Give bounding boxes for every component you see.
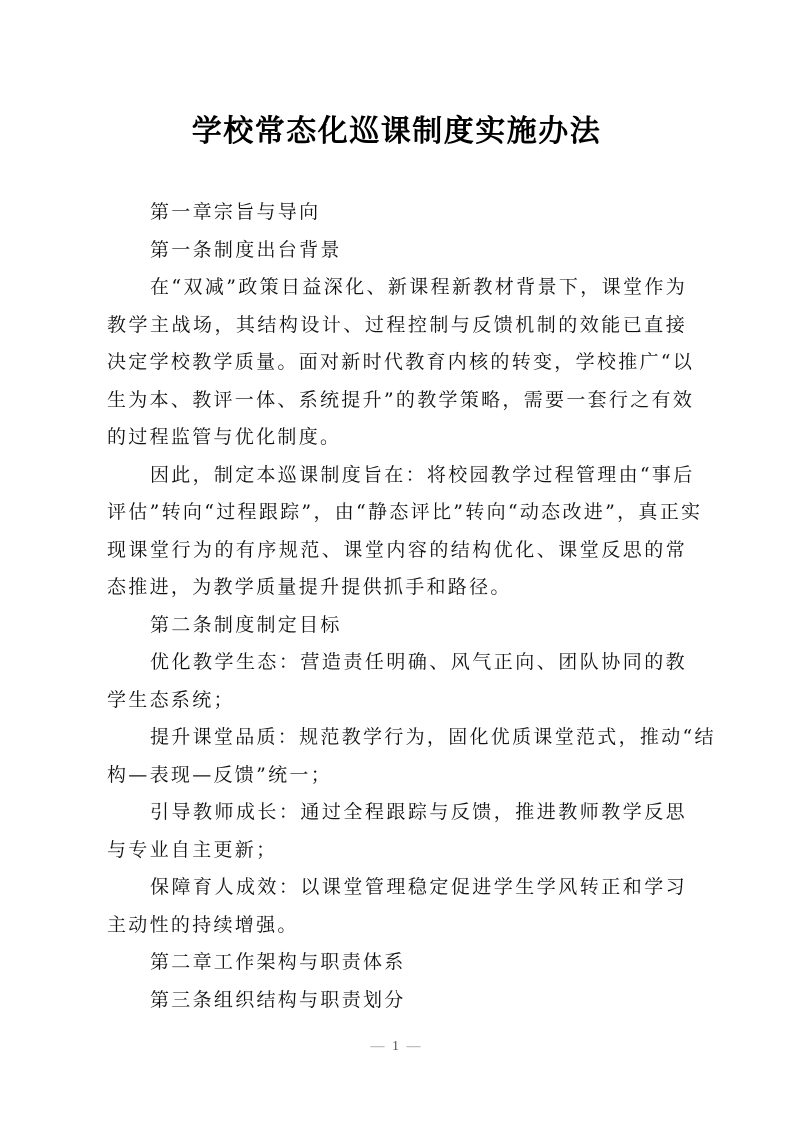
chapter-heading: 第一章宗旨与导向: [150, 201, 321, 223]
page-number-left-dash: —: [370, 1039, 387, 1054]
page-number-value: 1: [392, 1039, 401, 1054]
paragraph-line: 提升课堂品质：规范教学行为，固化优质课堂范式，推动“结: [150, 726, 716, 748]
paragraph-line: 优化教学生态：营造责任明确、风气正向、团队协同的教: [150, 651, 687, 673]
paragraph-line: 因此，制定本巡课制度旨在：将校园教学过程管理由“事后: [150, 463, 695, 486]
paragraph-line: 的过程监管与优化制度。: [107, 426, 342, 448]
paragraph-line: 学生态系统；: [107, 688, 235, 711]
paragraph-line: 在“双减”政策日益深化、新课程新教材背景下，课堂作为: [150, 276, 687, 298]
paragraph-line: 教学主战场，其结构设计、过程控制与反馈机制的效能已直接: [107, 313, 687, 336]
paragraph-line: 与专业自主更新；: [107, 838, 278, 861]
paragraph-line: 引导教师成长：通过全程跟踪与反馈，推进教师教学反思: [150, 801, 687, 823]
article-heading: 第一条制度出台背景: [150, 238, 342, 261]
page-number-right-dash: —: [406, 1039, 423, 1054]
chapter-heading: 第二章工作架构与职责体系: [150, 951, 406, 973]
paragraph-line: 保障育人成效：以课堂管理稳定促进学生学风转正和学习: [150, 876, 687, 898]
paragraph-line: 决定学校教学质量。面对新时代教育内核的转变，学校推广“以: [107, 351, 695, 373]
paragraph-line: 态推进，为教学质量提升提供抓手和路径。: [107, 576, 512, 598]
article-heading: 第二条制度制定目标: [150, 613, 342, 636]
paragraph-line: 生为本、教评一体、系统提升”的教学策略，需要一套行之有效: [107, 388, 695, 411]
paragraph-line: 评估”转向“过程跟踪”，由“静态评比”转向“动态改进”，真正实: [107, 501, 703, 523]
paragraph-line: 构—表现—反馈”统一；: [107, 763, 333, 786]
paragraph-line: 主动性的持续增强。: [107, 913, 299, 936]
article-heading: 第三条组织结构与职责划分: [150, 988, 406, 1011]
page-number: [0, 1036, 793, 1058]
paragraph-line: 现课堂行为的有序规范、课堂内容的结构优化、课堂反思的常: [107, 538, 687, 561]
document-title: 学校常态化巡课制度实施办法: [191, 114, 602, 149]
document-body: [107, 194, 716, 1019]
